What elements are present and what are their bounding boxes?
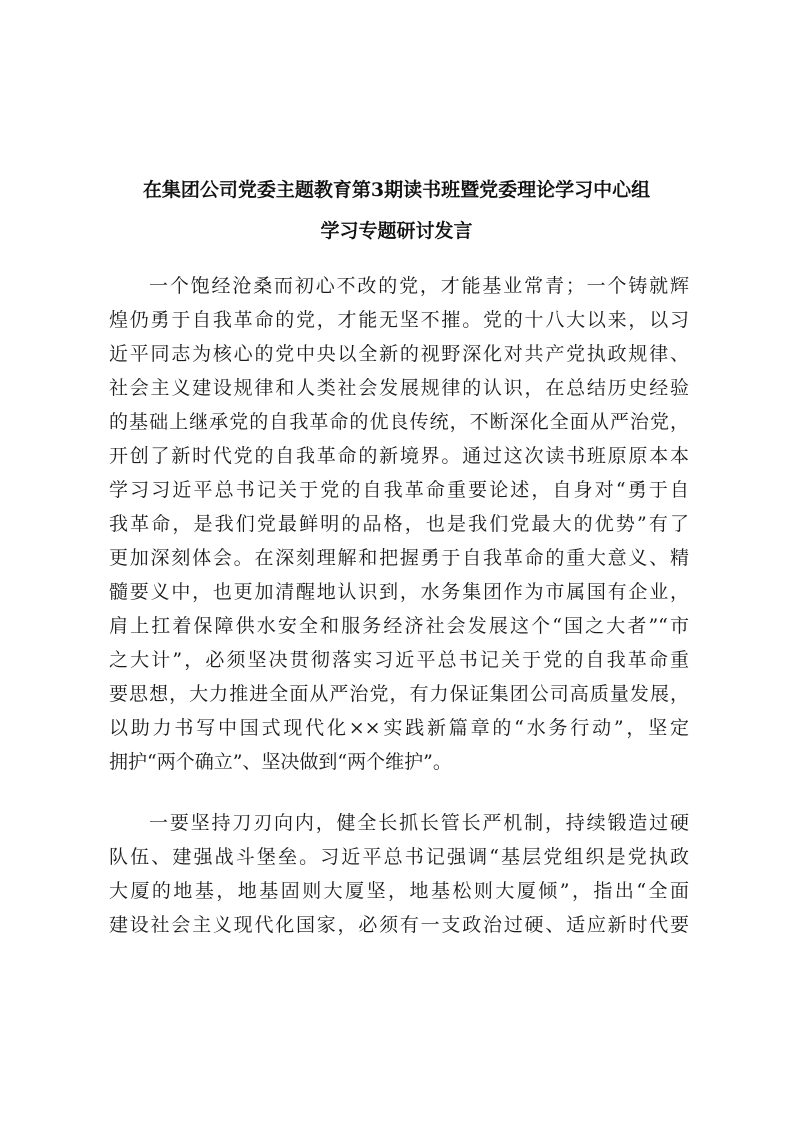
paragraph-line: 一个饱经沧桑而初心不改的党，才能基业常青；一个铸就辉 xyxy=(149,275,689,297)
paragraph-line: 的基础上继承党的自我革命的优良传统，不断深化全面从严治党， xyxy=(109,411,689,433)
paragraph-line: 大厦的地基，地基固则大厦坚，地基松则大厦倾”，指出“全面 xyxy=(109,880,689,902)
paragraph-line: 以助力书写中国式现代化××实践新篇章的“水务行动”，坚定 xyxy=(109,717,689,739)
paragraph-line: 拥护“两个确立”、坚决做到“两个维护”。 xyxy=(109,751,452,773)
paragraph-line: 近平同志为核心的党中央以全新的视野深化对共产党执政规律、 xyxy=(109,343,689,365)
paragraph-line: 一要坚持刀刃向内，健全长抓长管长严机制，持续锻造过硬 xyxy=(149,812,689,834)
paragraph-line: 髓要义中，也更加清醒地认识到，水务集团作为市属国有企业， xyxy=(109,581,689,603)
document-title-line-1: 在集团公司党委主题教育第3期读书班暨党委理论学习中心组 xyxy=(142,179,651,201)
paragraph-line: 煌仍勇于自我革命的党，才能无坚不摧。党的十八大以来，以习 xyxy=(109,309,689,331)
document-title-line-2: 学习专题研讨发言 xyxy=(320,220,473,242)
paragraph-line: 队伍、建强战斗堡垒。习近平总书记强调“基层党组织是党执政 xyxy=(109,846,689,868)
paragraph-line: 建设社会主义现代化国家，必须有一支政治过硬、适应新时代要 xyxy=(109,914,689,936)
paragraph-line: 更加深刻体会。在深刻理解和把握勇于自我革命的重大意义、精 xyxy=(109,547,689,569)
paragraph-line: 学习习近平总书记关于党的自我革命重要论述，自身对“勇于自 xyxy=(109,479,689,501)
paragraph-line: 开创了新时代党的自我革命的新境界。通过这次读书班原原本本 xyxy=(109,445,689,467)
paragraph-line: 我革命，是我们党最鲜明的品格，也是我们党最大的优势”有了 xyxy=(109,513,689,535)
paragraph-line: 要思想，大力推进全面从严治党，有力保证集团公司高质量发展， xyxy=(109,683,689,705)
paragraph-line: 社会主义建设规律和人类社会发展规律的认识，在总结历史经验 xyxy=(109,377,689,399)
paragraph-line: 之大计”，必须坚决贯彻落实习近平总书记关于党的自我革命重 xyxy=(109,649,689,671)
paragraph-line: 肩上扛着保障供水安全和服务经济社会发展这个“国之大者”“市 xyxy=(109,615,689,637)
